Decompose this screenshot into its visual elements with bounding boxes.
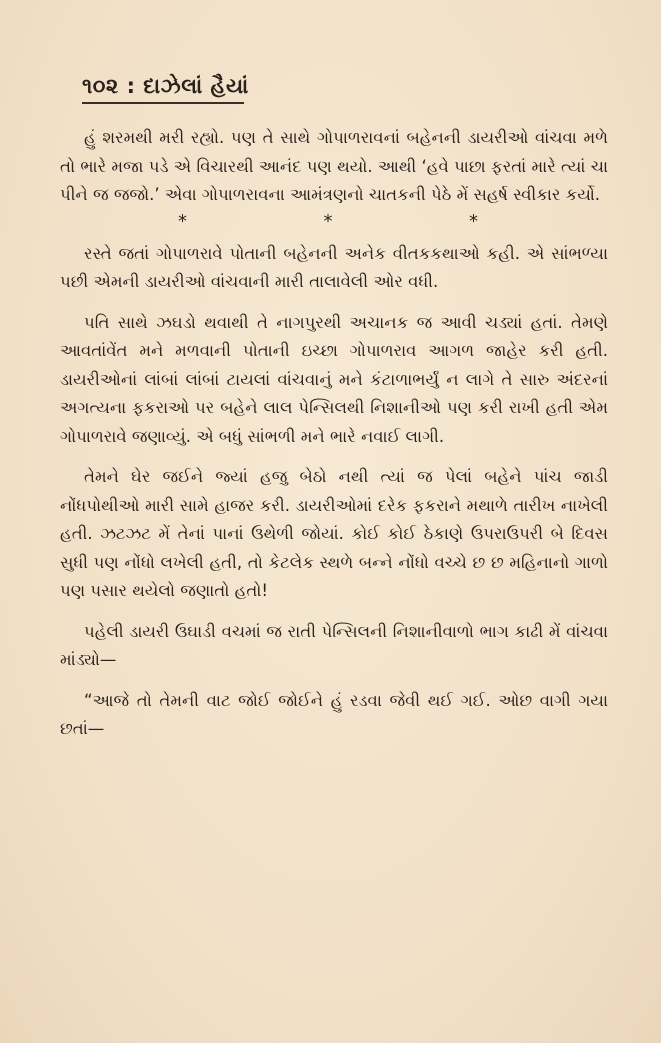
section-break (178, 210, 478, 234)
paragraph-3: પતિ સાથે ઝઘડો થવાથી તે નાગપુરથી અચાનક જ આવી ચડ્યાં હતાં. તેમણે આવતાંવેંત મને મળવાની પોતાની ઇચ્છા ગોપાળરાવ આગળ જાહેર કરી હતી. ડાયરીઓનાં લાંબાં લાંબાં ટાયલાં વાંચવાનું મને કંટાળાભર્યું ન લાગે તે સારુ અંદરનાં અગત્યના ફકરાઓ પર બહેને લાલ પેન્સિલથી નિશાનીઓ પણ કરી રાખી હતી એમ ગોપાળરાવે જણાવ્યું. એ બધું સાંભળી મને ભારે નવાઈ લાગી. (60, 312, 608, 446)
paragraph-5: પહેલી ડાયરી ઉઘાડી વચમાં જ રાતી પેન્સિલની નિશાનીવાળો ભાગ કાઢી મેં વાંચવા માંડ્યો— (60, 621, 608, 669)
paragraph-1: હું શરમથી મરી રહ્યો. પણ તે સાથે ગોપાળરાવનાં બહેનની ડાયરીઓ વાંચવા મળે તો ભારે મજા પડે એ વિચારથી આનંદ પણ થયો. આથી ‘હવે પાછા ફરતાં મારે ત્યાં ચા પીને જ જજો.’ એવા ગોપાળરાવના આમંત્રણનો ચાતકની પેઠે મેં સહર્ષ સ્વીકાર કર્યો. (60, 128, 608, 204)
paragraph-4: તેમને ઘેર જઈને જ્યાં હજુ બેઠો નથી ત્યાં જ પેલાં બહેને પાંચ જાડી નોંધપોથીઓ મારી સામે હાજર કરી. ડાયરીઓમાં દરેક ફકરાને મથાળે તારીખ નાખેલી હતી. ઝટઝટ મેં તેનાં પાનાં ઉથેળી જોયાં. કોઈ કોઈ ઠેકાણે ઉપરાઉપરી બે દિવસ સુધી પણ નોંધો લખેલી હતી, તો કેટલેક સ્થળે બન્ને નોંધો વચ્ચે છ છ મહિનાનો ગાળો પણ પસાર થયેલો જણાતો હતો! (60, 467, 608, 600)
header-underline (82, 102, 244, 104)
section-star: * (178, 210, 187, 232)
paragraph-2: રસ્તે જતાં ગોપાળરાવે પોતાની બહેનની અનેક વીતકકથાઓ કહી. એ સાંભળ્યા પછી એમની ડાયરીઓ વાંચવાની મારી તાલાવેલી ઓર વધી. (60, 243, 608, 291)
section-star: * (469, 210, 478, 232)
paragraph-6: “આજે તો તેમની વાટ જોઈ જોઈને હું રડવા જેવી થઈ ગઈ. ઓછ વાગી ગયા છતાં— (60, 690, 608, 738)
page-body (60, 124, 608, 744)
page-header: ૧૦૨ : દાઝેલાં હૈયાં (82, 74, 249, 98)
section-star: * (323, 210, 333, 232)
